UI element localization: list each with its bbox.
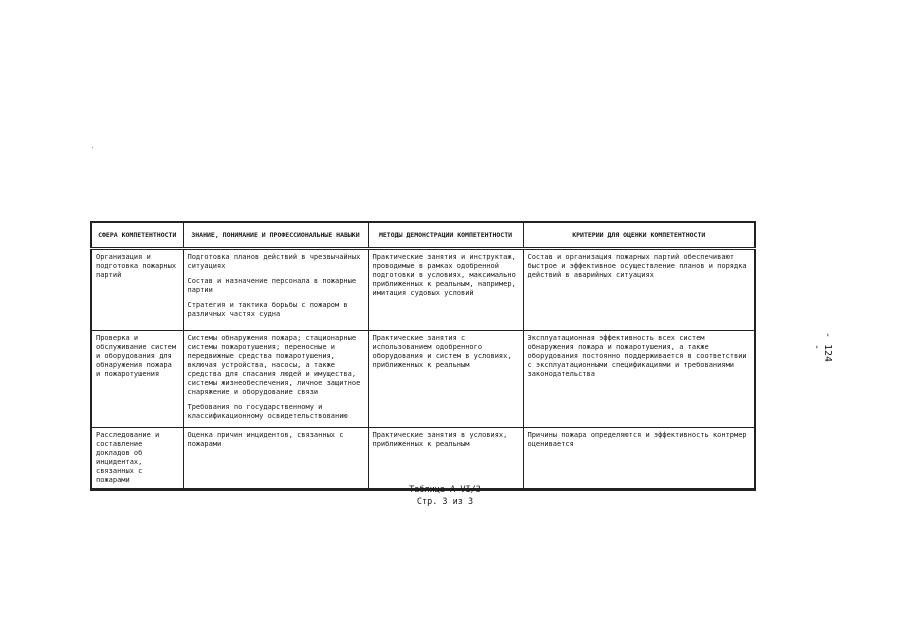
cell-methods: Практические занятия и инструктаж, проводимые в рамках одобренной подготовки в условиях, максимально приближенных к реальным, например, имитация судовых условий [368, 249, 523, 331]
knowledge-item: Оценка причин инцидентов, связанных с пожарами [187, 431, 344, 448]
knowledge-item: Стратегия и тактика борьбы с пожаром в различных частях судна [187, 301, 348, 318]
caption-title: Таблица А-VI/3 [409, 485, 481, 495]
cell-sphere: Расследование и составление докладов об инцидентах, связанных с пожарами [91, 428, 183, 490]
table-row [91, 249, 755, 331]
knowledge-item: Требования по государственному и классификационному освидетельствованию [187, 403, 348, 420]
cell-methods: Практические занятия в условиях, приближенных к реальным [368, 428, 523, 490]
cell-criteria: Эксплуатационная эффективность всех систем обнаружения пожара и пожаротушения, а также оборудования постоянно поддерживается в соответствии с эксплуатационными спецификациями и требованиями законодательства [523, 331, 755, 428]
knowledge-item: Состав и назначение персонала в пожарные партии [187, 277, 357, 294]
table-row [91, 331, 755, 428]
cell-criteria: Причины пожара определяются и эффективность контрмер оценивается [523, 428, 755, 490]
cell-knowledge [183, 249, 368, 331]
knowledge-item: Системы обнаружения пожара; стационарные системы пожаротушения; переносные и передвижные средства пожаротушения, включая устройства, насосы, а также средства для спасания людей и имущества, системы жизнеобеспечения, личное защитное снаряжение и оборудование связи [187, 334, 361, 396]
cell-sphere: Организация и подготовка пожарных партий [91, 249, 183, 331]
header-sphere: СФЕРА КОМПЕТЕНТНОСТИ [91, 222, 183, 249]
cell-methods: Практические занятия с использованием одобренного оборудования и систем в условиях, приближенных к реальным [368, 331, 523, 428]
cell-criteria: Состав и организация пожарных партий обеспечивают быстрое и эффективное осуществление планов и порядка действий в аварийных ситуациях [523, 249, 755, 331]
scan-speck [92, 147, 93, 148]
cell-knowledge [183, 428, 368, 490]
header-criteria: КРИТЕРИИ ДЛЯ ОЦЕНКИ КОМПЕТЕНТНОСТИ [523, 222, 755, 249]
header-knowledge: ЗНАНИЕ, ПОНИМАНИЕ И ПРОФЕССИОНАЛЬНЫЕ НАВЫКИ [183, 222, 368, 249]
table-header-row [91, 222, 755, 249]
knowledge-item: Подготовка планов действий в чрезвычайных ситуациях [187, 253, 361, 270]
caption-page: Стр. 3 из 3 [416, 497, 474, 507]
cell-knowledge [183, 331, 368, 428]
cell-sphere: Проверка и обслуживание систем и оборудования для обнаружения пожара и пожаротушения [91, 331, 183, 428]
page-number: - 124 - [811, 331, 833, 363]
table-row [91, 428, 755, 490]
competence-table [90, 221, 756, 491]
table-caption [390, 484, 500, 508]
header-methods: МЕТОДЫ ДЕМОНСТРАЦИИ КОМПЕТЕНТНОСТИ [368, 222, 523, 249]
